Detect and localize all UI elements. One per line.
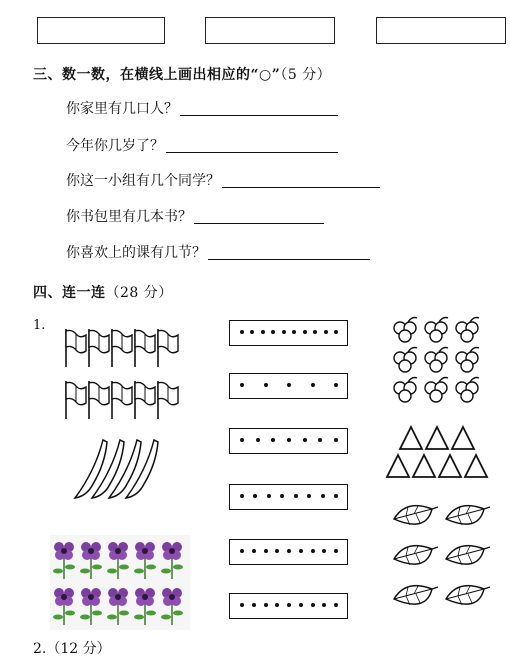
fruit-icon	[425, 318, 448, 343]
triangle-icon	[413, 455, 435, 477]
dot	[280, 494, 284, 498]
flag-icon	[112, 381, 132, 419]
dot	[264, 383, 268, 387]
dot	[271, 330, 275, 334]
dot	[324, 330, 328, 334]
question-5-text: 你喜欢上的课有几节？	[66, 245, 206, 261]
dot	[294, 494, 298, 498]
fruits-group	[390, 315, 485, 410]
section-4-title: 四、连一连	[33, 285, 106, 301]
dot	[334, 603, 338, 607]
question-3	[66, 170, 380, 190]
dot	[318, 438, 322, 442]
dot	[311, 549, 315, 553]
dot	[240, 549, 244, 553]
dot	[271, 438, 275, 442]
dot	[264, 603, 268, 607]
bananas-group	[63, 436, 163, 506]
dot	[313, 330, 317, 334]
question-4	[66, 206, 324, 226]
dot	[299, 549, 303, 553]
dot	[253, 494, 257, 498]
dot	[287, 383, 291, 387]
dot-box-4	[229, 484, 348, 510]
dot	[334, 494, 338, 498]
flag-icon	[89, 381, 109, 419]
triangles-group	[382, 425, 497, 485]
leaves-group	[388, 497, 493, 622]
question-1	[66, 98, 338, 118]
fruit-icon	[456, 318, 479, 343]
dot	[334, 438, 338, 442]
dot	[303, 438, 307, 442]
fruit-icon	[394, 378, 417, 403]
dot	[321, 494, 325, 498]
question-3-text: 你这一小组有几个同学？	[66, 173, 220, 189]
dot	[282, 330, 286, 334]
dot	[240, 438, 244, 442]
item-1-number: 1.	[33, 318, 46, 333]
dot	[307, 494, 311, 498]
answer-line-3	[222, 187, 380, 188]
triangle-icon	[400, 427, 422, 449]
dot	[256, 438, 260, 442]
section-3-heading	[33, 64, 331, 84]
answer-line-1	[180, 115, 338, 116]
dot	[252, 603, 256, 607]
dot	[303, 330, 307, 334]
question-4-text: 你书包里有几本书？	[66, 209, 192, 225]
dot-box-5	[229, 539, 348, 565]
dot	[250, 330, 254, 334]
section-3-title: 三、数一数，在横线上画出相应的“○”	[33, 67, 281, 83]
leaf-icon	[394, 506, 438, 525]
fruit-icon	[456, 378, 479, 403]
dot-box-6	[229, 593, 348, 619]
flag-icon	[66, 329, 86, 367]
leaf-icon	[446, 506, 490, 525]
flag-icon	[66, 381, 86, 419]
question-2	[66, 135, 338, 155]
flag-icon	[158, 381, 178, 419]
flag-icon	[112, 329, 132, 367]
leaf-icon	[394, 546, 438, 565]
dot	[322, 549, 326, 553]
dot	[240, 603, 244, 607]
fruit-icon	[425, 378, 448, 403]
dot	[334, 383, 338, 387]
flag-icon	[135, 381, 155, 419]
section-4-heading	[33, 282, 173, 302]
fruit-icon	[425, 348, 448, 373]
dot	[240, 383, 244, 387]
answer-box-1	[37, 17, 165, 44]
dot	[322, 603, 326, 607]
dot	[299, 603, 303, 607]
answer-line-4	[194, 223, 324, 224]
leaf-icon	[446, 586, 490, 605]
triangle-icon	[426, 427, 448, 449]
flag-icon	[89, 329, 109, 367]
dot	[287, 438, 291, 442]
triangle-icon	[387, 455, 409, 477]
triangle-icon	[465, 455, 487, 477]
question-2-text: 今年你几岁了？	[66, 138, 164, 154]
triangle-icon	[439, 455, 461, 477]
dot	[261, 330, 265, 334]
answer-line-2	[166, 152, 338, 153]
dot	[252, 549, 256, 553]
dot-box-1	[229, 320, 348, 346]
dot	[287, 603, 291, 607]
fruit-icon	[394, 348, 417, 373]
flag-icon	[158, 329, 178, 367]
section-3-score: （5 分）	[280, 67, 332, 83]
dot	[334, 330, 338, 334]
question-1-text: 你家里有几口人？	[66, 101, 178, 117]
dot-box-3	[229, 428, 348, 454]
fruit-icon	[394, 318, 417, 343]
dot	[311, 383, 315, 387]
dot	[240, 330, 244, 334]
dot	[334, 549, 338, 553]
dot	[311, 603, 315, 607]
flowers-group	[50, 535, 190, 630]
question-5	[66, 242, 370, 262]
dot	[264, 549, 268, 553]
dot	[292, 330, 296, 334]
answer-box-2	[205, 17, 335, 44]
item-2-label: 2.（12 分）	[33, 641, 111, 657]
flags-group	[60, 325, 180, 425]
dot	[287, 549, 291, 553]
flag-icon	[135, 329, 155, 367]
fruit-icon	[456, 348, 479, 373]
dot	[275, 603, 279, 607]
triangle-icon	[452, 427, 474, 449]
leaf-icon	[446, 546, 490, 565]
answer-line-5	[208, 259, 370, 260]
answer-box-3	[376, 17, 506, 44]
dot	[267, 494, 271, 498]
dot-box-2	[229, 373, 348, 399]
dot	[240, 494, 244, 498]
leaf-icon	[394, 586, 438, 605]
dot	[275, 549, 279, 553]
section-4-score: （28 分）	[105, 285, 173, 301]
